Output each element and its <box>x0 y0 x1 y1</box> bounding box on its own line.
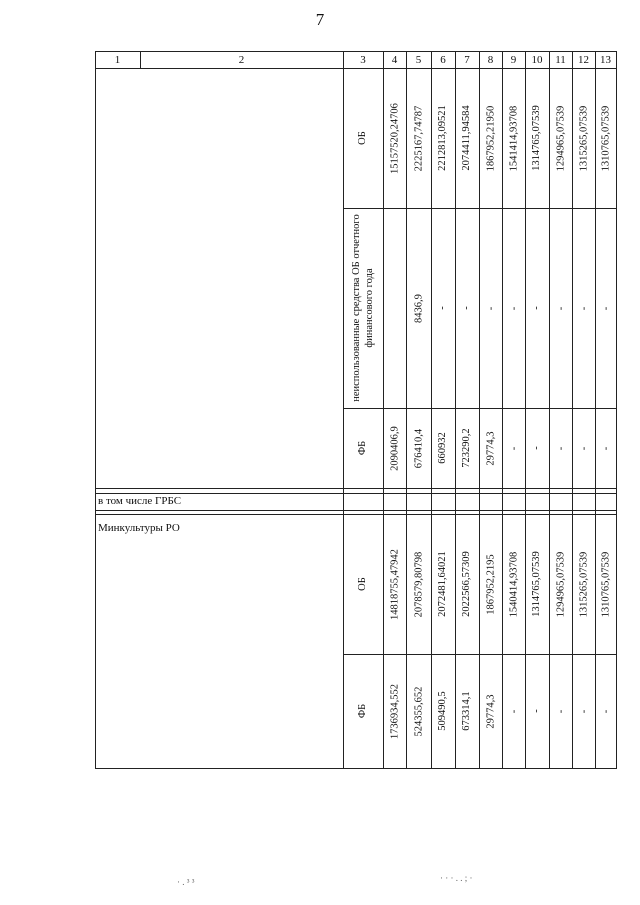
col-divider-13 <box>616 51 617 769</box>
section2-fb-value: - <box>531 709 542 713</box>
section2-ob-value: 1294965,07539 <box>555 551 566 617</box>
section2-fb-value: 1736934,552 <box>389 683 400 739</box>
section2-ob-value: 2022566,57309 <box>461 551 472 617</box>
section1-fb-value: 723290,2 <box>461 428 472 468</box>
section1-unused-value: - <box>555 306 566 310</box>
section1-fb-label: ФБ <box>357 440 368 456</box>
section1-unused-value: - <box>485 306 496 310</box>
scan-mark-left: · . ³ ³ <box>177 877 195 887</box>
column-number-3: 3 <box>360 54 366 66</box>
section1-ob-value: 1867952,21950 <box>485 105 496 171</box>
section2-ob-value: 1867952,2195 <box>485 553 496 615</box>
header-row-bottom <box>95 68 616 69</box>
section1-fb-value: - <box>600 446 611 450</box>
section1-ob-value: 2225167,74787 <box>413 105 424 171</box>
section1-unused-value: - <box>437 306 448 310</box>
section2-fb-label: ФБ <box>357 703 368 719</box>
column-number-7: 7 <box>464 54 470 66</box>
section1-ob-value: 1314765,07539 <box>531 105 542 171</box>
section2-ob-value: 1540414,93708 <box>508 551 519 617</box>
column-number-9: 9 <box>510 54 517 66</box>
column-number-1: 1 <box>114 54 121 66</box>
section1-unused-value: - <box>578 306 589 310</box>
section2-fb-value: - <box>578 709 589 713</box>
column-number-8: 8 <box>487 54 494 66</box>
table-border-bottom <box>95 768 616 769</box>
section1-bottom <box>95 488 616 489</box>
section1-ob-value: 1315265,07539 <box>578 105 589 171</box>
section2-ob-value: 1314765,07539 <box>531 551 542 617</box>
grbs-row-label: в том числе ГРБС <box>98 495 182 507</box>
section1-fb-value: - <box>578 446 589 450</box>
column-number-4: 4 <box>391 54 398 66</box>
section2-fb-value: - <box>508 709 519 713</box>
section1-unused-label: неиспользованные средства ОБ отчетного финансового года <box>351 214 375 402</box>
scan-mark-right: · · · . . ; · <box>440 873 473 883</box>
section1-ob-value: 1310765,07539 <box>600 105 611 171</box>
section1-unused-value: - <box>531 306 542 310</box>
section1-ob-value: 2074411,94584 <box>461 105 472 171</box>
section1-unused-value <box>384 211 405 405</box>
section1-unused-value: - <box>600 306 611 310</box>
section2-fb-value: - <box>555 709 566 713</box>
section2-title: Минкультуры РО <box>98 522 180 534</box>
section2-fb-value: 509490,5 <box>437 691 448 731</box>
section1-ob-value: 1541414,93708 <box>508 105 519 171</box>
section1-ob-label: ОБ <box>357 131 368 145</box>
section2-fb-value: - <box>600 709 611 713</box>
section2-fb-value: 673314,1 <box>461 691 472 731</box>
section1-fb-value: - <box>531 446 542 450</box>
section2-ob-value: 1310765,07539 <box>600 551 611 617</box>
section1-unused-value: - <box>461 306 472 310</box>
section2-ob-value: 14818755,47942 <box>389 548 400 620</box>
section2-ob-value: 2072481,64021 <box>437 551 448 617</box>
grbs-row-top <box>95 493 616 494</box>
section2-top <box>95 514 616 515</box>
section1-fb-value: 660932 <box>437 432 448 464</box>
section1-fb-value: - <box>555 446 566 450</box>
column-number-11: 11 <box>555 54 566 66</box>
section1-ob-value: 15157520,24706 <box>389 102 400 174</box>
column-number-5: 5 <box>415 54 422 66</box>
section1-fb-value: 676410,4 <box>413 428 424 468</box>
column-number-6: 6 <box>440 54 446 66</box>
page-number: 7 <box>315 10 325 29</box>
section1-fb-value: 2090406,9 <box>389 425 400 471</box>
section2-fb-value: 29774,3 <box>485 693 496 729</box>
section1-ob-value: 1294965,07539 <box>555 105 566 171</box>
column-number-13: 13 <box>600 54 611 66</box>
section1-unused-value: - <box>508 306 519 310</box>
section2-ob-label: ОБ <box>357 577 368 591</box>
column-number-2: 2 <box>238 54 245 66</box>
section1-unused-value: 8436,9 <box>413 293 424 323</box>
section2-fb-value: 524355,652 <box>413 686 424 736</box>
section1-ob-value: 2212813,09521 <box>437 105 448 171</box>
column-number-10: 10 <box>531 54 543 66</box>
section2-ob-value: 1315265,07539 <box>578 551 589 617</box>
column-number-12: 12 <box>578 54 589 66</box>
grbs-row-bottom <box>95 510 616 511</box>
section1-fb-value: 29774,3 <box>485 430 496 466</box>
section1-fb-value: - <box>508 446 519 450</box>
section2-ob-value: 2078579,80798 <box>413 551 424 617</box>
col-divider-0 <box>95 51 96 769</box>
